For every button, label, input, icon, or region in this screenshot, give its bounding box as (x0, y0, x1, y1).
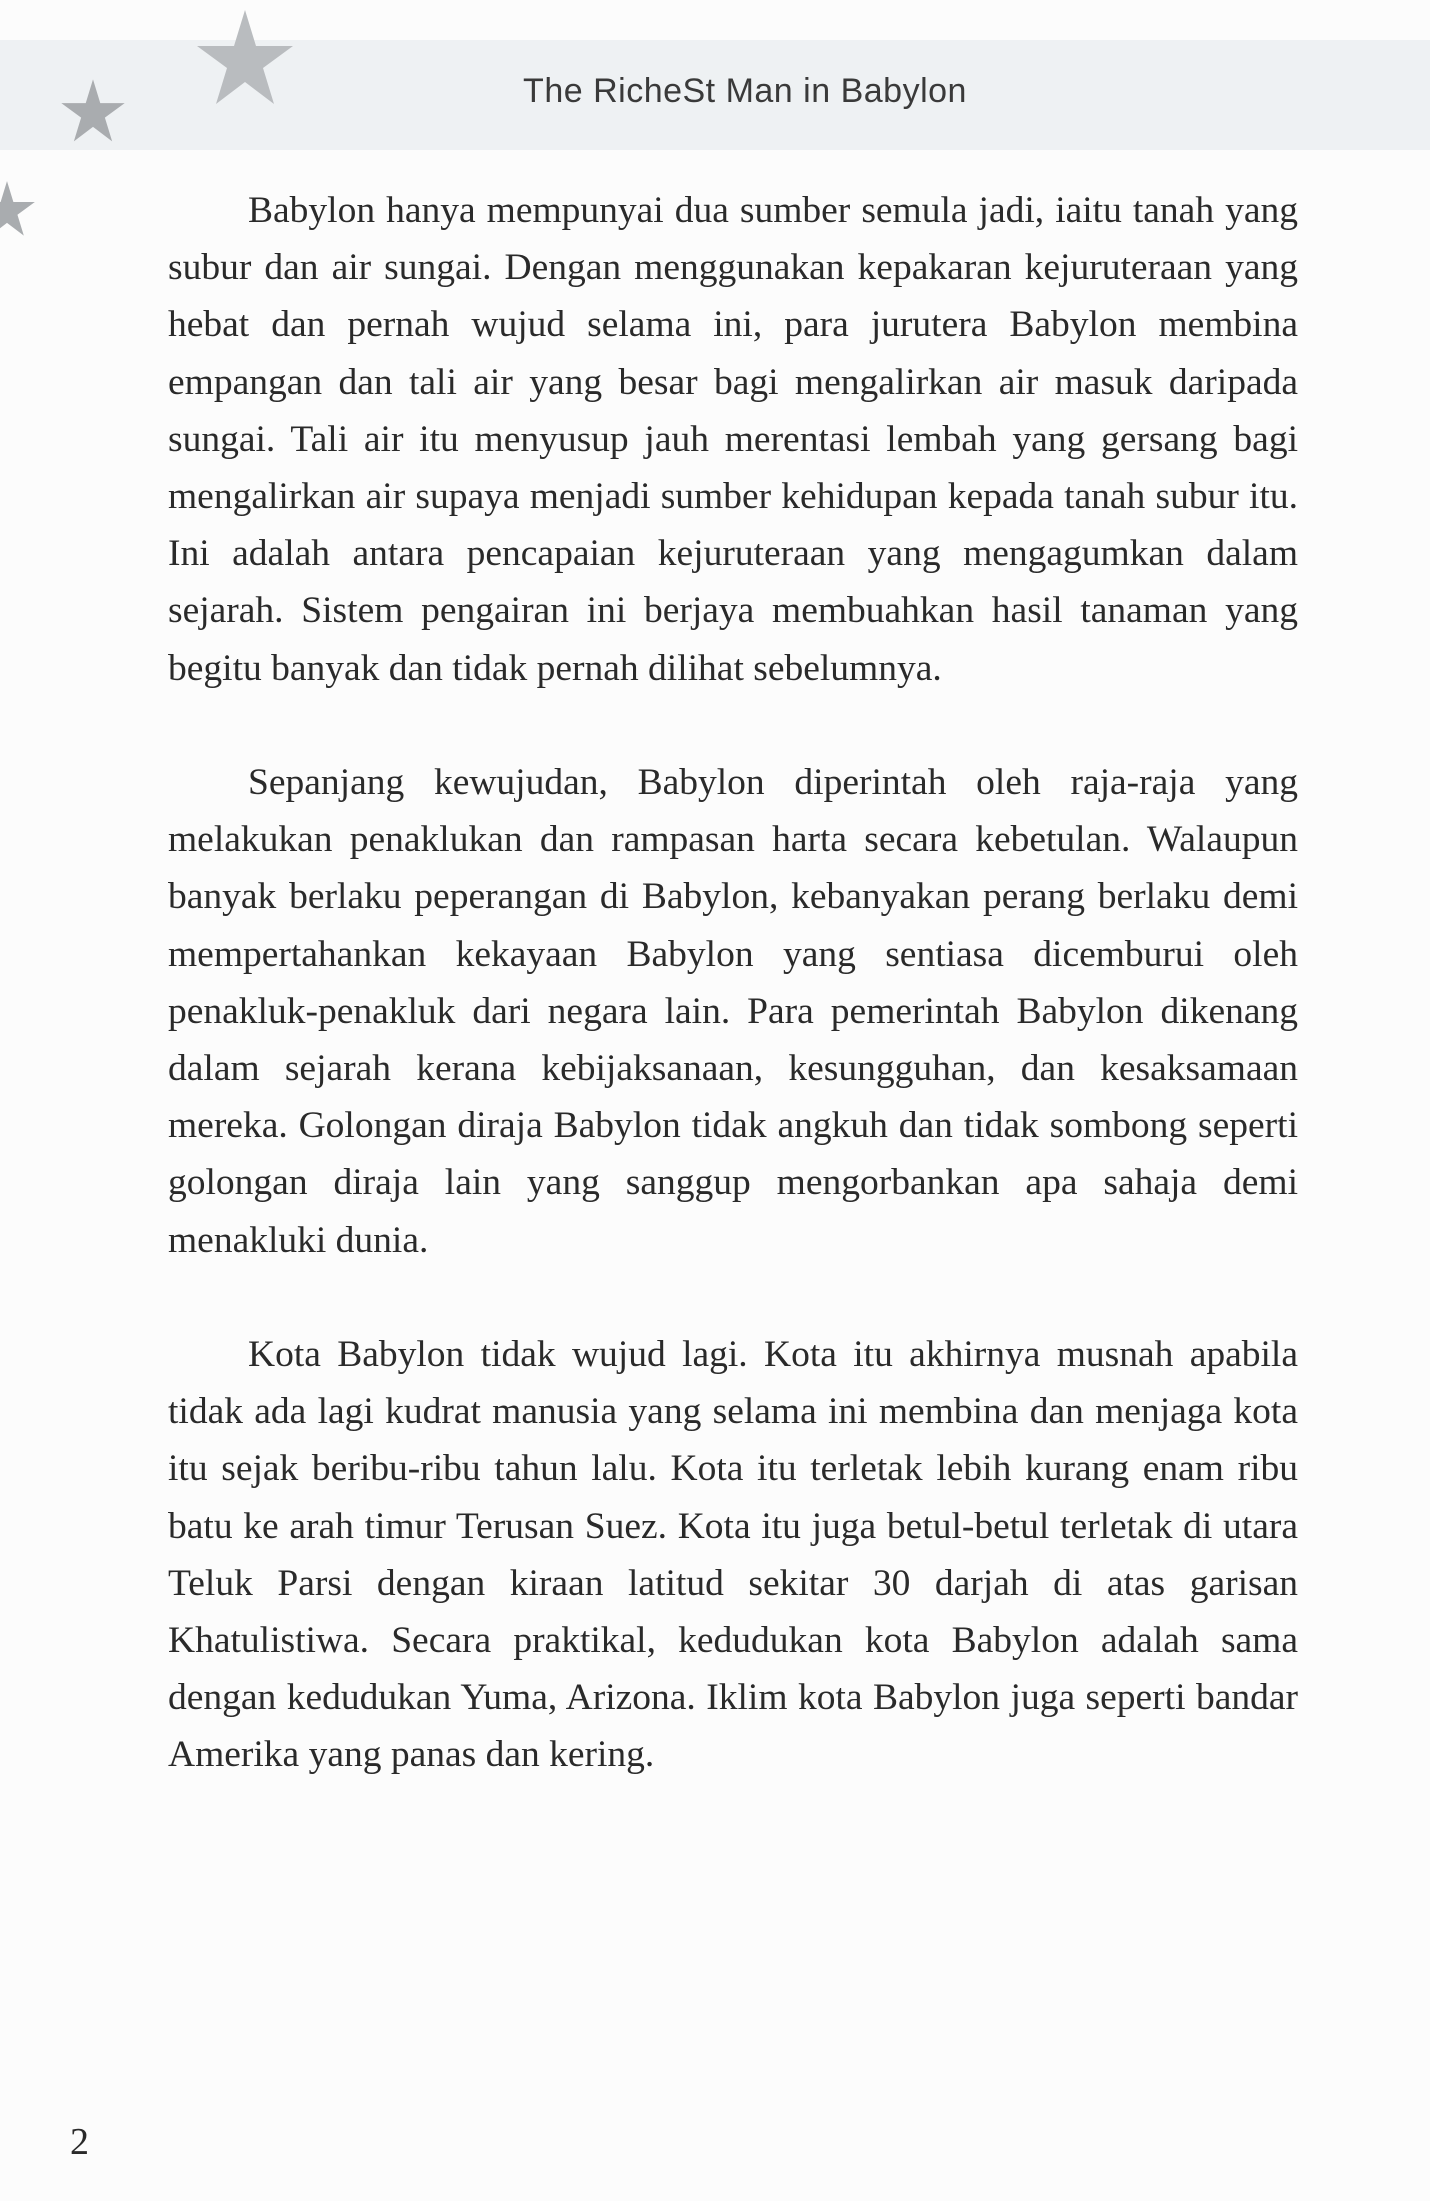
paragraph: Kota Babylon tidak wujud lagi. Kota itu akhirnya musnah apabila tidak ada lagi kudrat manusia yang selama ini membina dan menjaga kota itu sejak beribu-ribu tahun lalu. Kota itu terletak lebih kurang enam ribu batu ke arah timur Terusan Suez. Kota itu juga betul-betul terletak di utara Teluk Parsi dengan kiraan latitud sekitar 30 darjah di atas garisan Khatulistiwa. Secara praktikal, kedudukan kota Babylon adalah sama dengan kedudukan Yuma, Arizona. Iklim kota Babylon juga seperti bandar Amerika yang panas dan kering. (168, 1334, 1298, 1776)
running-header-title: The RicheSt Man in Babylon (523, 72, 967, 110)
body-text (168, 182, 1298, 1841)
paragraph: Babylon hanya mempunyai dua sumber semula jadi, iaitu tanah yang subur dan air sungai. Dengan menggunakan kepakaran kejuruteraan yang hebat dan pernah wujud selama ini, para jurutera Babylon membina empangan dan tali air yang besar bagi mengalirkan air masuk daripada sungai. Tali air itu menyusup jauh merentasi lembah yang gersang bagi mengalirkan air supaya menjadi sumber kehidupan kepada tanah subur itu. Ini adalah antara pencapaian kejuruteraan yang mengagumkan dalam sejarah. Sistem pengairan ini berjaya membuahkan hasil tanaman yang begitu banyak dan tidak pernah dilihat sebelumnya. (168, 190, 1298, 689)
page-number: 2 (70, 2121, 89, 2163)
paragraph: Sepanjang kewujudan, Babylon diperintah oleh raja-raja yang melakukan penaklukan dan rampasan harta secara kebetulan. Walaupun banyak berlaku peperangan di Babylon, kebanyakan perang berlaku demi mempertahankan kekayaan Babylon yang sentiasa dicemburui oleh penakluk-penakluk dari negara lain. Para pemerintah Babylon dikenang dalam sejarah kerana kebijaksanaan, kesungguhan, dan kesaksamaan mereka. Golongan diraja Babylon tidak angkuh dan tidak sombong seperti golongan diraja lain yang sanggup mengorbankan apa sahaja demi menakluki dunia. (168, 762, 1298, 1261)
star-icon (0, 180, 36, 238)
